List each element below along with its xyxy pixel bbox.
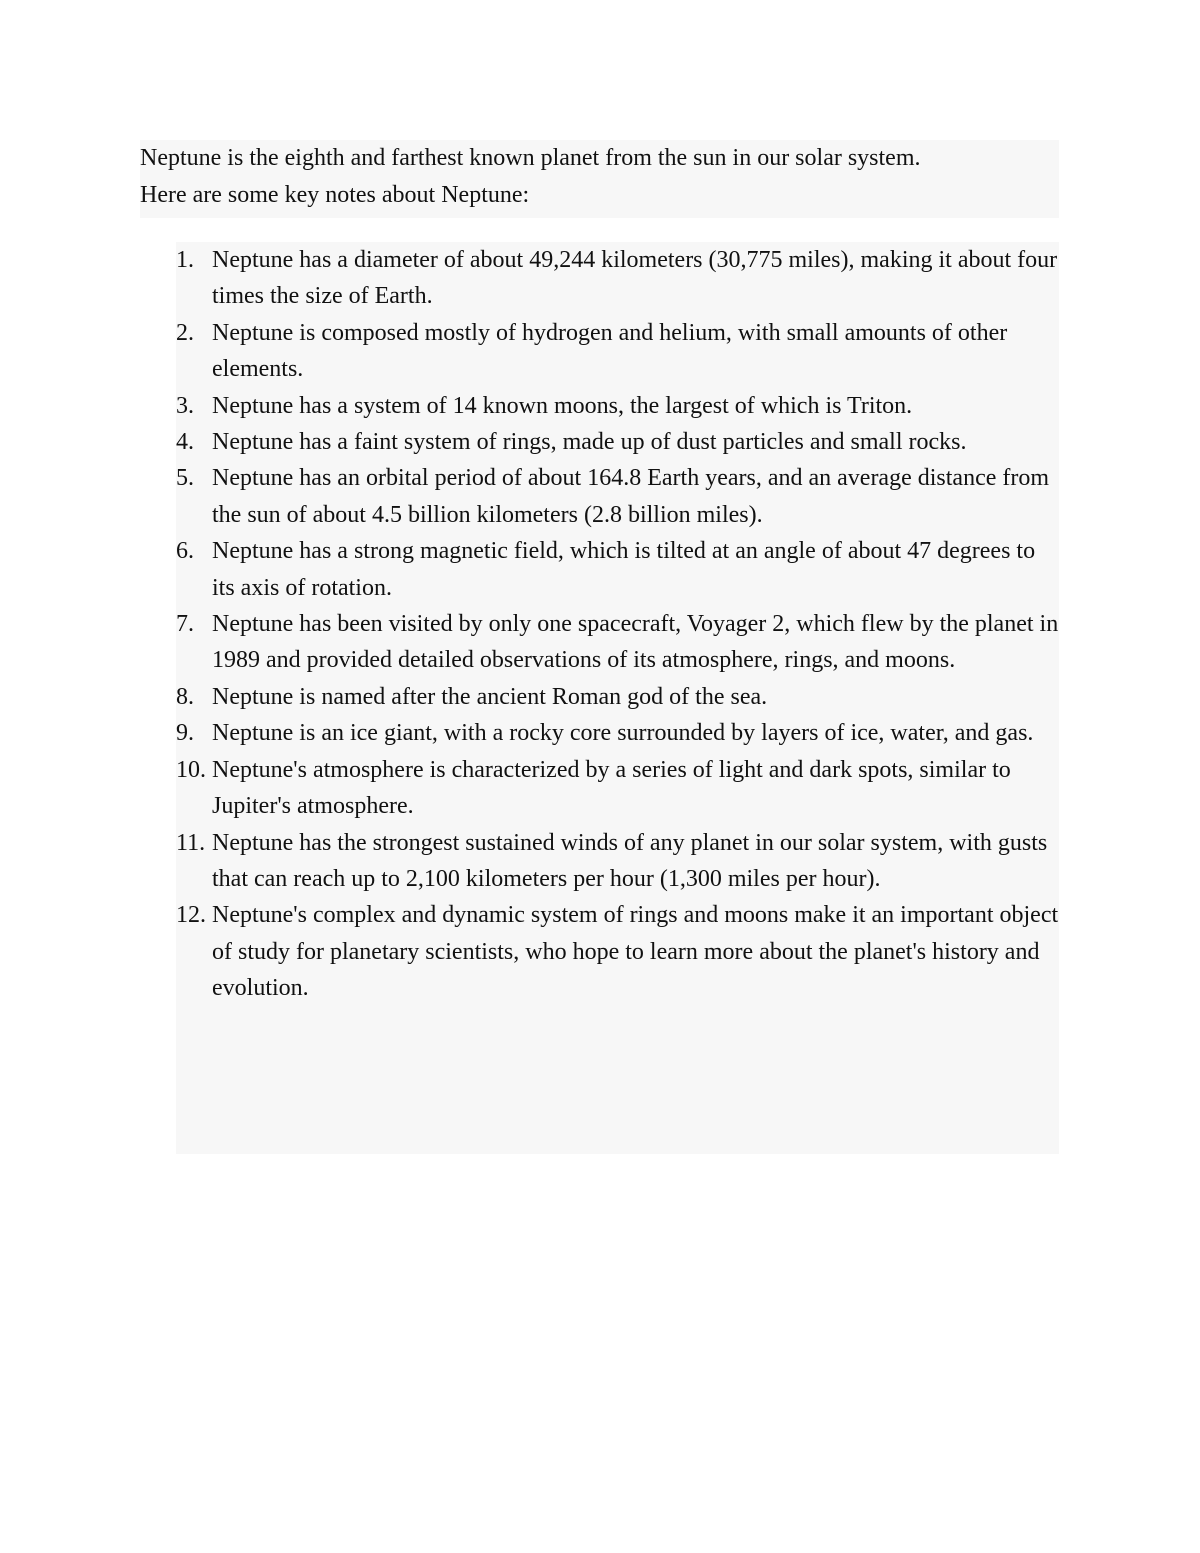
intro-paragraph [140,140,1059,218]
list-item-text: Neptune has a diameter of about 49,244 kilometers (30,775 miles), making it about four times the size of Earth. [212,247,1058,310]
list-item [176,825,1059,898]
list-item-text: Neptune has a faint system of rings, made up of dust particles and small rocks. [212,429,967,456]
list-item-number: 2. [176,319,194,346]
list-item-text: Neptune is composed mostly of hydrogen and helium, with small amounts of other elements. [212,319,1008,383]
list-item [176,715,1059,751]
list-item-number: 12. [176,902,206,929]
list-item-text: Neptune is an ice giant, with a rocky core surrounded by layers of ice, water, and gas. [212,720,1034,747]
list-item-text: Neptune has a strong magnetic field, which is tilted at an angle of about 47 degrees to its axis of rotation. [212,538,1036,601]
list-item-number: 3. [176,392,194,419]
list-item [176,424,1059,460]
list-item-text: Neptune is named after the ancient Roman god of the sea. [212,683,768,710]
list-item [176,388,1059,424]
list-item [176,460,1059,533]
list-item-number: 10. [176,756,206,783]
list-item-text: Neptune has an orbital period of about 164.8 Earth years, and an average distance from the sun of about 4.5 billion kilometers (2.8 billion miles). [212,465,1050,528]
list-item-number: 6. [176,538,194,565]
list-item [176,606,1059,679]
list-item [176,897,1059,1006]
list-item [176,315,1059,388]
list-item [176,752,1059,825]
key-notes-list [176,242,1059,1154]
list-item [176,242,1059,315]
list-item [176,679,1059,715]
intro-line-2: Here are some key notes about Neptune: [140,182,530,208]
list-item-number: 4. [176,429,194,456]
list-item [176,533,1059,606]
list-item-number: 5. [176,465,194,492]
list-item-text: Neptune has the strongest sustained winds of any planet in our solar system, with gusts that can reach up to 2,100 kilometers per hour (1,300 miles per hour). [212,829,1048,892]
intro-line-1: Neptune is the eighth and farthest known planet from the sun in our solar system. [140,145,921,171]
list-item-number: 1. [176,247,194,273]
list-item-text: Neptune has a system of 14 known moons, the largest of which is Triton. [212,392,913,419]
list-item-number: 8. [176,683,194,710]
list-item-text: Neptune's complex and dynamic system of rings and moons make it an important object of study for planetary scientists, who hope to learn more about the planet's history and evolution. [212,902,1059,1002]
list-item-text: Neptune's atmosphere is characterized by a series of light and dark spots, similar to Jupiter's atmosphere. [212,756,1011,820]
list-item-number: 11. [176,829,206,856]
list-item-number: 9. [176,720,194,747]
list-item-text: Neptune has been visited by only one spacecraft, Voyager 2, which flew by the planet in 1989 and provided detailed observations of its atmosphere, rings, and moons. [212,611,1059,674]
list-item-number: 7. [176,611,194,638]
